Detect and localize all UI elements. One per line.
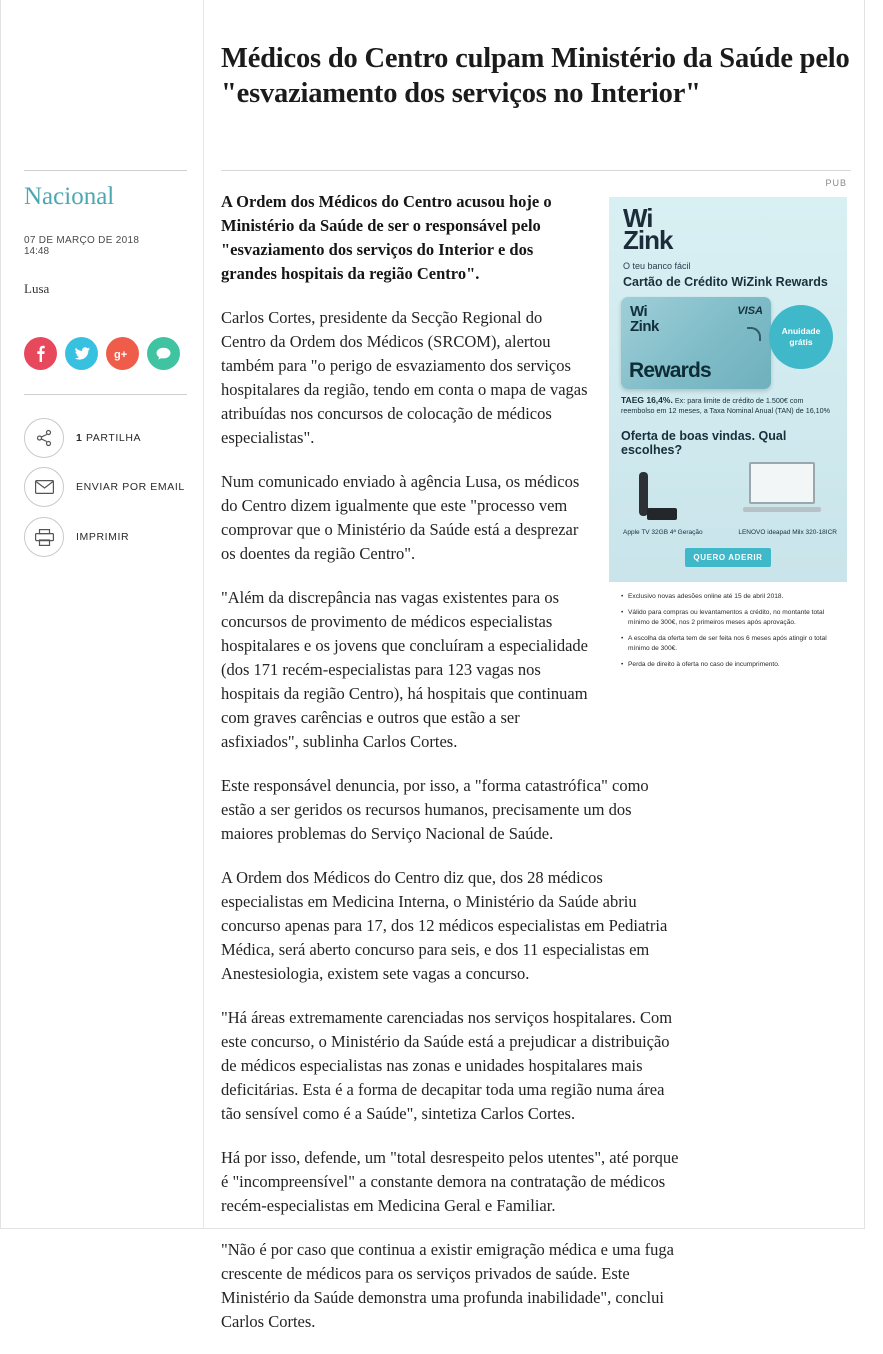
ad-taeg-text bbox=[621, 395, 835, 416]
ad-tagline: O teu banco fácil bbox=[623, 261, 691, 271]
ad-logo-line1: Wi bbox=[623, 203, 653, 233]
article-paragraph: Carlos Cortes, presidente da Secção Regional do Centro da Ordem dos Médicos (SRCOM), alertou também para "o perigo de esvaziamento dos serviços hospitalares da região, tendo em conta o mapa de vagas atribuídas nos concursos de colocação de médicos especialistas". bbox=[221, 308, 588, 447]
headline-divider bbox=[221, 170, 851, 171]
share-arrow-icon bbox=[24, 418, 64, 458]
ad-subtitle: Cartão de Crédito WiZink Rewards bbox=[623, 275, 828, 289]
column-divider bbox=[203, 0, 204, 1229]
printer-icon bbox=[24, 517, 64, 557]
tv-box-icon bbox=[647, 508, 677, 520]
ad-card-brand-1: Wi bbox=[630, 303, 648, 320]
ad-annual-fee-badge: Anuidade grátis bbox=[769, 305, 833, 369]
ad-legal-item: • A escolha da oferta tem de ser feita nos 6 meses após atingir o total mínimo de 300€. bbox=[621, 634, 835, 654]
share-twitter-button[interactable] bbox=[65, 337, 98, 370]
laptop-image bbox=[743, 462, 821, 512]
share-count-value: 1 bbox=[76, 432, 83, 444]
ad-offer-headline: Oferta de boas vindas. Qual escolhes? bbox=[621, 429, 787, 457]
ad-card-brand-2: Zink bbox=[630, 318, 659, 335]
ad-logo-line2: Zink bbox=[623, 225, 673, 255]
envelope-icon bbox=[24, 467, 64, 507]
article-paragraph: "Além da discrepância nas vagas existentes para os concursos de provimento de médicos especialistas hospitalares e os jovens que concluíram a especialidade (dos 171 recém-especialistas para 123 vagas nos hospitais da região Centro), há hospitais que continuam com graves carências e outros que estão a ser asfixiados", sublinha Carlos Cortes. bbox=[221, 588, 588, 751]
twitter-icon bbox=[74, 347, 90, 361]
article-paragraph: Num comunicado enviado à agência Lusa, os médicos do Centro dizem igualmente que este "processo vem comprovar que o Ministério da Saúde está a desprezar os doentes da região Centro". bbox=[221, 472, 580, 563]
comment-icon bbox=[156, 347, 171, 360]
ad-product-left-caption: Apple TV 32GB 4ª Geração bbox=[623, 529, 703, 536]
ad-card-brand bbox=[630, 304, 659, 334]
share-count-action[interactable] bbox=[24, 418, 141, 458]
svg-text:g+: g+ bbox=[113, 348, 127, 361]
publish-date: 07 DE MARÇO DE 2018 bbox=[24, 235, 140, 246]
ad-legal-item: • Válido para compras ou levantamentos a crédito, no montante total mínimo de 300€, nos 2 primeiros meses após aprovação. bbox=[621, 608, 835, 628]
share-facebook-button[interactable] bbox=[24, 337, 57, 370]
print-action[interactable] bbox=[24, 517, 129, 557]
laptop-base bbox=[743, 507, 821, 512]
sidebar-divider-middle bbox=[24, 394, 187, 395]
ad-cta-button[interactable]: QUERO ADERIR bbox=[685, 548, 771, 567]
ad-card-rewards: Rewards bbox=[629, 359, 711, 382]
ad-top-area bbox=[609, 197, 847, 582]
article-paragraph: "Não é por caso que continua a existir emigração médica e uma fuga crescente de médicos para os serviços privados de saúde. Este Ministério da Saúde demonstra uma profunda inabilidade", conclui Carlos Cortes. bbox=[221, 1240, 674, 1331]
send-email-action[interactable] bbox=[24, 467, 185, 507]
article-paragraph: Este responsável denuncia, por isso, a "forma catastrófica" como estão a ser geridos os recursos humanos, precisamente um dos maiores problemas do Serviço Nacional de Saúde. bbox=[221, 776, 649, 843]
ad-pub-label: PUB bbox=[825, 178, 847, 188]
ad-legal-text bbox=[609, 582, 847, 686]
ad-credit-card-image bbox=[621, 297, 771, 389]
page-title: Médicos do Centro culpam Ministério da Saúde pelo "esvaziamento dos serviços no Interior" bbox=[221, 43, 850, 110]
ad-products-row bbox=[609, 452, 847, 536]
ad-logo bbox=[623, 203, 691, 277]
article-paragraph: A Ordem dos Médicos do Centro diz que, dos 28 médicos especialistas em Medicina Interna, o Ministério da Saúde abriu concurso apenas para 17, dos 12 médicos especialistas em Pediatria Médica, será aberto concurso para seis, e dos 11 especialistas em Anestesiologia, existem sete vagas a concurso. bbox=[221, 868, 668, 983]
apple-tv-image bbox=[639, 458, 683, 520]
google-plus-icon bbox=[114, 348, 132, 360]
ad-product-right-caption: LENOVO ideapad Milx 320-18ICR bbox=[738, 529, 837, 536]
advertisement-banner[interactable] bbox=[609, 197, 847, 686]
share-count-label bbox=[76, 432, 141, 444]
page-right-rule bbox=[864, 0, 865, 1229]
print-label: IMPRIMIR bbox=[76, 531, 130, 543]
share-comments-button[interactable] bbox=[147, 337, 180, 370]
article-paragraph: Há por isso, defende, um "total desrespeito pelos utentes", até porque é "incompreensível" a constante demora na contratação de médicos recém-especialistas em Medicina Geral e Familiar. bbox=[221, 1148, 679, 1215]
facebook-icon bbox=[36, 345, 45, 362]
ad-legal-list bbox=[621, 592, 835, 670]
section-label[interactable]: Nacional bbox=[24, 183, 115, 210]
ad-legal-item: • Exclusivo novas adesões online até 15 de abril 2018. bbox=[621, 592, 835, 602]
article-paragraph: "Há áreas extremamente carenciadas nos serviços hospitalares. Com este concurso, o Ministério da Saúde está a prejudicar a distribuição de médicos especialistas nas zonas e unidades hospitalares mais deficitárias. Esta é a forma de decapitar toda uma região numa área tão sensível como é a Saúde", sintetiza Carlos Cortes. bbox=[221, 1008, 673, 1123]
sidebar-divider-top bbox=[24, 170, 187, 171]
publish-time: 14:48 bbox=[24, 246, 50, 257]
ad-legal-item: • Perda de direito à oferta no caso de incumprimento. bbox=[621, 660, 835, 670]
laptop-screen bbox=[749, 462, 815, 504]
share-googleplus-button[interactable] bbox=[106, 337, 139, 370]
contactless-icon bbox=[747, 327, 761, 341]
page-bottom-rule bbox=[0, 1228, 865, 1229]
social-share-row bbox=[24, 337, 180, 370]
visa-logo: VISA bbox=[737, 305, 763, 317]
ad-taeg-head: TAEG 16,4%. bbox=[621, 395, 673, 405]
share-count-text: PARTILHA bbox=[85, 432, 142, 444]
page-left-rule bbox=[0, 0, 1, 1229]
article-paragraph: A Ordem dos Médicos do Centro acusou hoje o Ministério da Saúde de ser o responsável pelo "esvaziamento dos serviços do Interior e dos grandes hospitais da região Centro". bbox=[221, 192, 552, 283]
ad-taeg-rest: Ex: para limite de crédito de 1.500€ com reembolso em 12 meses, a Taxa Nominal Anual (TAN) de 16,10% bbox=[621, 396, 831, 415]
send-email-label: ENVIAR POR EMAIL bbox=[76, 481, 185, 493]
news-agency: Lusa bbox=[24, 281, 50, 296]
